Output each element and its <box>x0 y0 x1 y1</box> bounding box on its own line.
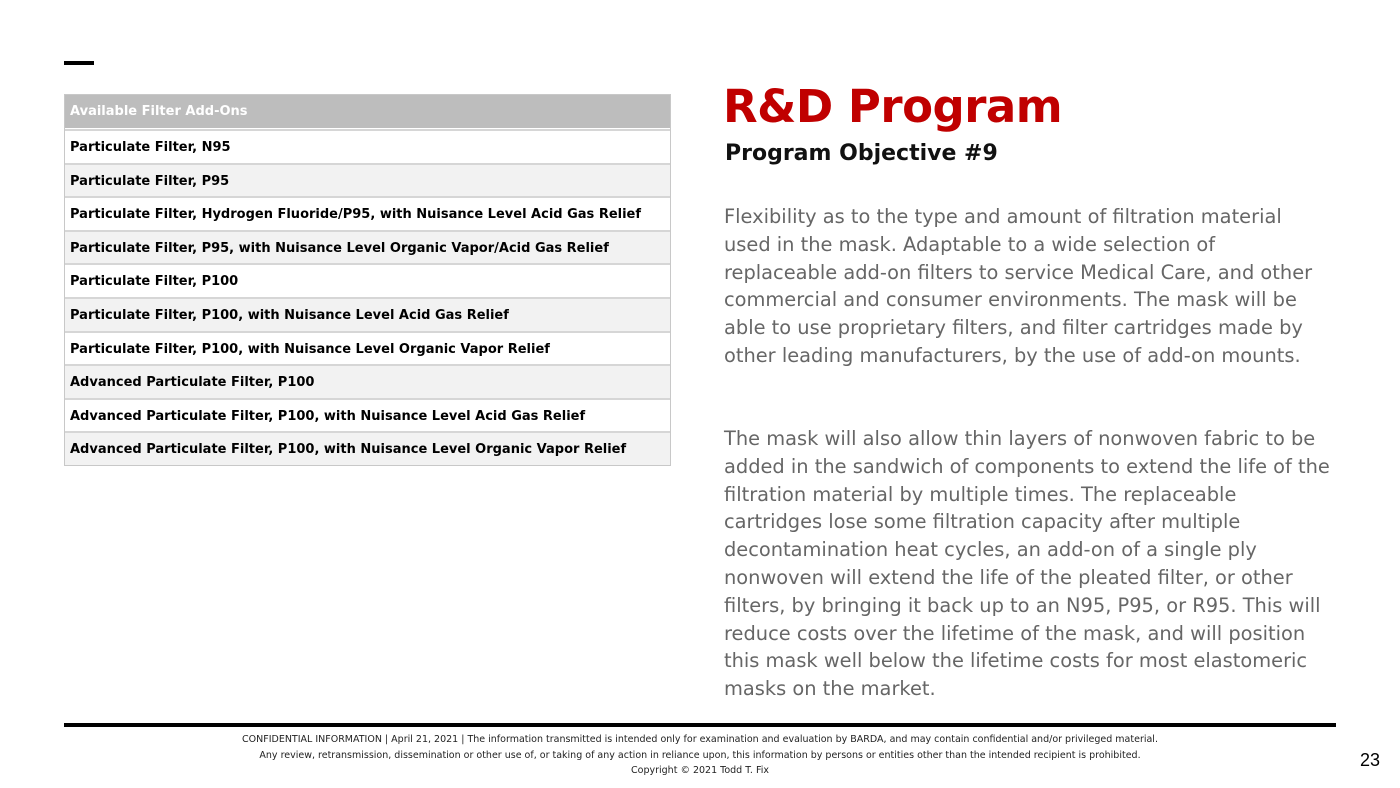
table-row: Particulate Filter, P100 <box>65 263 670 297</box>
table-row: Particulate Filter, P100, with Nuisance Level Organic Vapor Relief <box>65 331 670 365</box>
footer-divider <box>64 723 1336 727</box>
table-row: Advanced Particulate Filter, P100, with Nuisance Level Organic Vapor Relief <box>65 431 670 465</box>
body-paragraph: Flexibility as to the type and amount of filtration material used in the mask. Adaptable to a wide selection of replaceable add-on filters to service Medical Care, and other commercial and consumer environments. The mask will be able to use proprietary filters, and filter cartridges made by other leading manufacturers, by the use of add-on mounts. <box>724 205 1313 367</box>
table-row: Particulate Filter, P95 <box>65 163 670 197</box>
top-dash-decoration <box>64 61 94 65</box>
table-row: Particulate Filter, Hydrogen Fluoride/P95, with Nuisance Level Acid Gas Relief <box>65 196 670 230</box>
page-title: R&D Program <box>723 80 1063 133</box>
table-row: Particulate Filter, N95 <box>65 129 670 163</box>
page-number: 23 <box>1360 750 1381 770</box>
filter-add-ons-table <box>64 94 671 466</box>
footer-copyright: Copyright © 2021 Todd T. Fix <box>631 765 769 776</box>
footer-line: Any review, retransmission, dissemination or other use of, or taking of any action in reliance upon, this information by persons or entities other than the intended recipient is prohibited. <box>259 749 1141 761</box>
footer-line: CONFIDENTIAL INFORMATION | April 21, 2021 | The information transmitted is intended only for examination and evaluation by BARDA, and may contain confidential and/or privileged material. <box>242 734 1158 745</box>
table-row: Particulate Filter, P95, with Nuisance Level Organic Vapor/Acid Gas Relief <box>65 230 670 264</box>
table-row: Advanced Particulate Filter, P100 <box>65 364 670 398</box>
body-paragraph: The mask will also allow thin layers of nonwoven fabric to be added in the sandwich of components to extend the life of the filtration material by multiple times. The replaceable cartridges lose some filtration capacity after multiple decontamination heat cycles, an add-on of a single ply nonwoven will extend the life of the pleated filter, or other filters, by bringing it back up to an N95, P95, or R95. This will reduce costs over the lifetime of the mask, and will position this mask well below the lifetime costs for most elastomeric masks on the market. <box>724 427 1330 701</box>
page-subtitle: Program Objective #9 <box>725 141 998 166</box>
table-row: Particulate Filter, P100, with Nuisance Level Acid Gas Relief <box>65 297 670 331</box>
table-header: Available Filter Add-Ons <box>65 95 670 129</box>
table-row: Advanced Particulate Filter, P100, with Nuisance Level Acid Gas Relief <box>65 398 670 432</box>
footer-notice <box>64 732 1336 779</box>
